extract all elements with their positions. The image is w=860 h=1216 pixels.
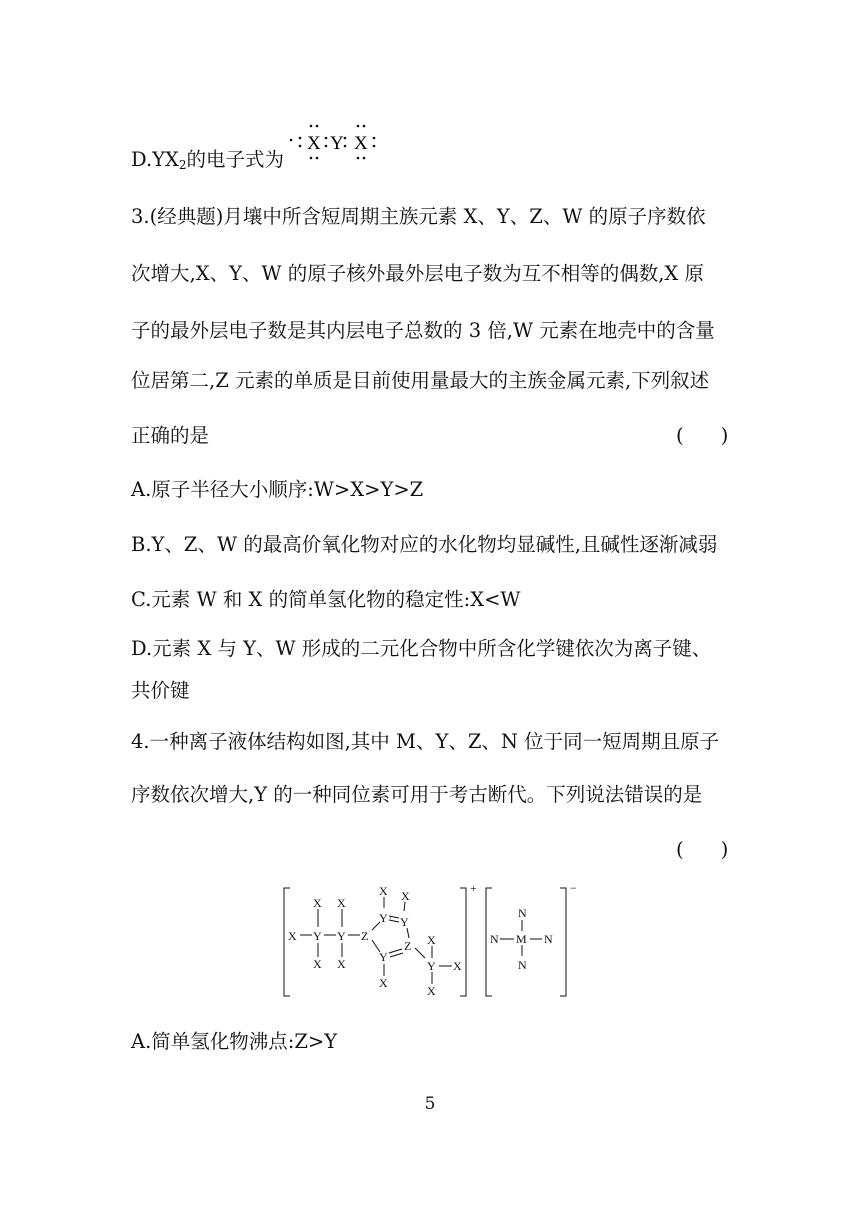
q4-stem-line: 4.一种离子液体结构如图,其中 M、Y、Z、N 位于同一短周期且原子 [131,730,720,753]
atom-y: Y [427,959,436,973]
atom-x: X [337,957,346,971]
lewis-atom-x-right: X [354,133,368,154]
q3-option-d-continued: 共价键 [131,679,190,702]
atom-n: N [490,932,499,946]
ionic-liquid-structure [280,880,580,1004]
q3-stem-line: 子的最外层电子数是其内层电子总数的 3 倍,W 元素在地壳中的含量 [131,319,715,342]
atom-y: Y [313,929,322,943]
atom-x: X [288,929,297,943]
atom-m: M [516,932,527,946]
atom-x: X [401,889,410,903]
page-number: 5 [424,1094,436,1114]
q3-option-c: C.元素 W 和 X 的简单氢化物的稳定性:X<W [131,588,521,611]
anion-charge: − [570,881,577,895]
atom-x: X [313,957,322,971]
q3-option-b: B.Y、Z、W 的最高价氧化物对应的水化物均显碱性,且碱性逐渐减弱 [131,533,718,556]
q3-stem-line: 正确的是 [131,424,210,447]
atom-x: X [453,959,462,973]
atom-x: X [427,933,436,947]
cation-charge: + [470,881,477,895]
atom-n: N [518,906,527,920]
q3-stem-line: 3.(经典题)月壤中所含短周期主族元素 X、Y、Z、W 的原子序数依 [131,205,706,228]
atom-z: Z [404,939,412,953]
atom-n: N [544,932,553,946]
atom-x: X [313,896,322,910]
atom-y: Y [379,911,388,925]
q3-option-d: D.元素 X 与 Y、W 形成的二元化合物中所含化学键依次为离子键、 [131,637,712,660]
atom-x: X [337,896,346,910]
lewis-atom-x-left: X [307,133,321,154]
atom-x: X [379,976,388,990]
q4-answer-bracket: ( ) [676,838,729,861]
q3-option-a: A.原子半径大小顺序:W>X>Y>Z [131,478,424,501]
q2-option-d: $D.YX_2$的电子式为 [131,148,285,172]
q3-stem-line: 次增大,X、Y、W 的原子核外最外层电子数为互不相等的偶数,X 原 [131,262,704,285]
q3-stem-line: 位居第二,Z 元素的单质是目前使用量最大的主族金属元素,下列叙述 [131,369,710,392]
lewis-atom-y: Y [330,133,344,154]
atom-x: X [427,984,436,998]
atom-y: Y [337,929,346,943]
q3-answer-bracket: ( ) [676,424,729,447]
q4-option-a: A.简单氢化物沸点:Z>Y [131,1030,338,1053]
atom-y: Y [400,915,409,929]
q4-stem-line: 序数依次增大,Y 的一种同位素可用于考古断代。下列说法错误的是 [131,783,703,806]
lewis-structure-yx2 [286,120,386,164]
atom-x: X [379,884,388,898]
atom-z: Z [361,929,369,943]
atom-y: Y [379,950,388,964]
atom-n: N [518,958,527,972]
